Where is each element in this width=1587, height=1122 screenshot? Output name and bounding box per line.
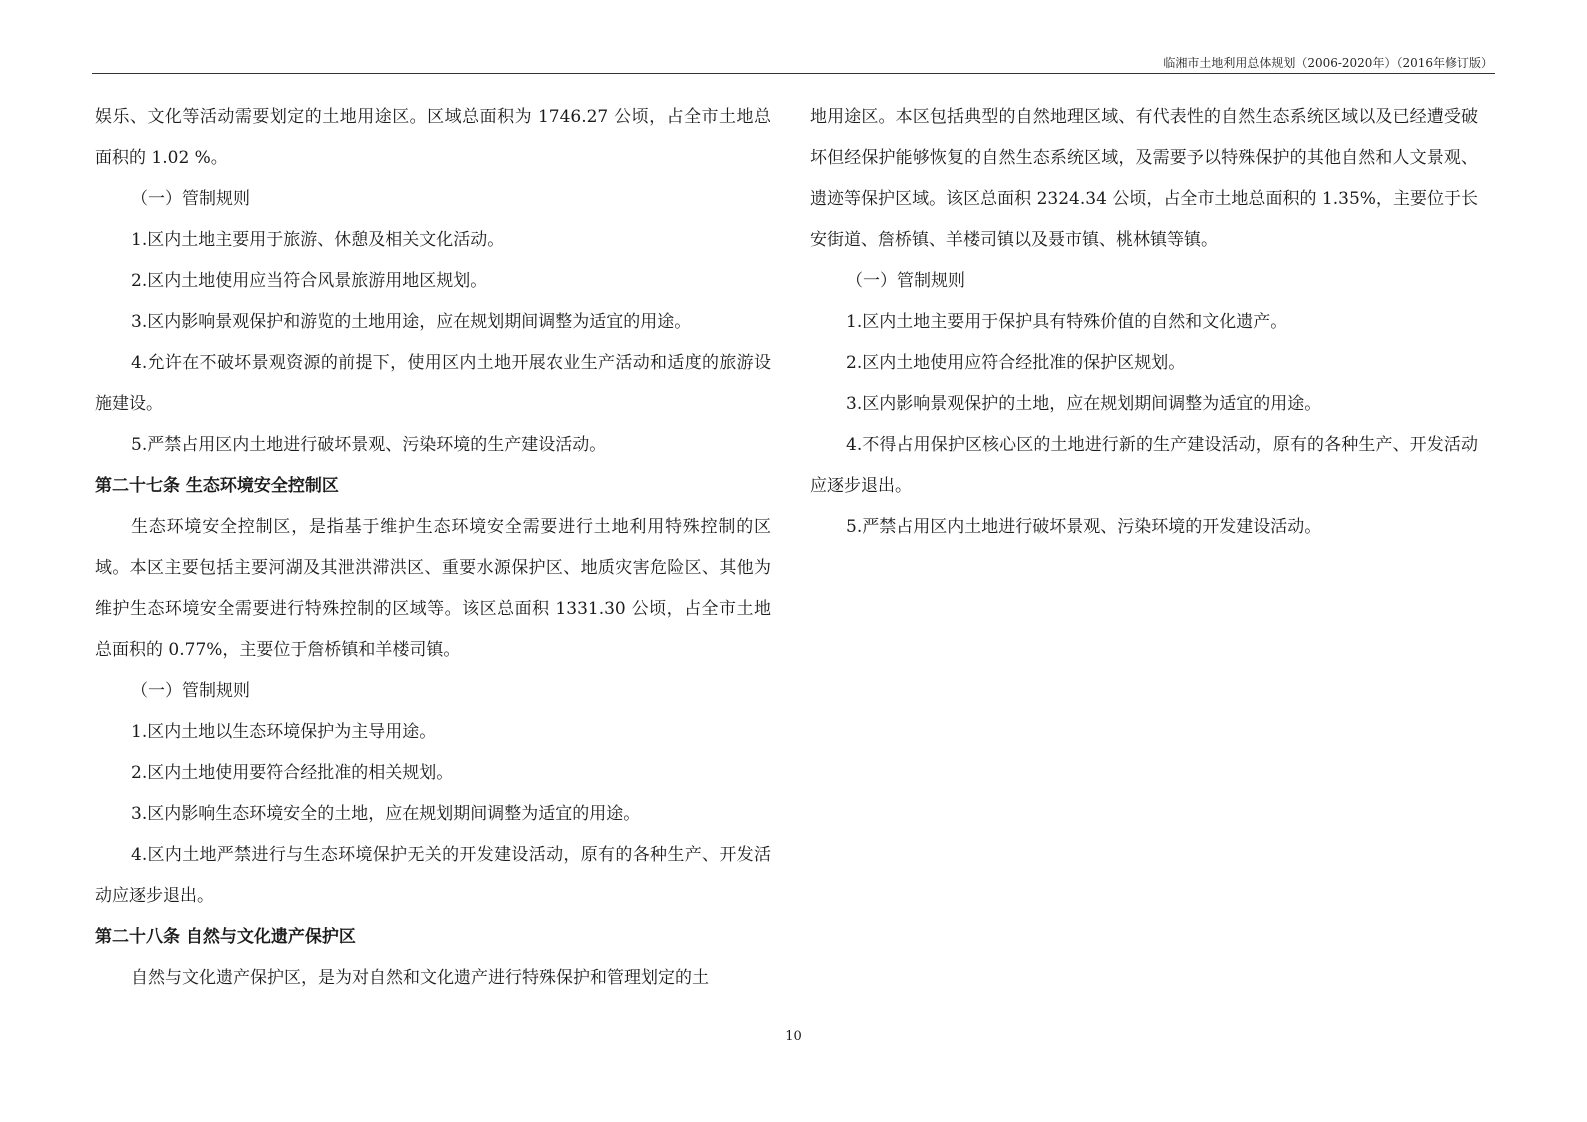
rule-item: 1.区内土地主要用于旅游、休憩及相关文化活动。 [131,230,505,250]
rule-item: 3.区内影响生态环境安全的土地，应在规划期间调整为适宜的用途。 [131,804,641,824]
paragraph: 地用途区。本区包括典型的自然地理区域、有代表性的自然生态系统区域以及已经遭受破坏但经保护能够恢复的自然生态系统区域，及需要予以特殊保护的其他自然和人文景观、遗迹等保护区域。该区总面积 2324.34 公顷，占全市土地总面积的 1.35%，主要位于长安街道、詹桥镇、羊楼司镇以及聂市镇、桃林镇等镇。 [810,107,1478,250]
rule-item: 4.允许在不破坏景观资源的前提下，使用区内土地开展农业生产活动和适度的旅游设施建设。 [95,353,771,414]
left-column [95,97,771,999]
rule-item: 1.区内土地主要用于保护具有特殊价值的自然和文化遗产。 [846,312,1288,332]
header-divider [92,73,1495,74]
subheading-rules: （一）管制规则 [846,271,965,291]
paragraph: 自然与文化遗产保护区，是为对自然和文化遗产进行特殊保护和管理划定的土 [131,968,709,988]
article-heading: 第二十七条 生态环境安全控制区 [95,476,339,496]
rule-item: 5.严禁占用区内土地进行破坏景观、污染环境的开发建设活动。 [846,517,1322,537]
page-number: 10 [785,1029,802,1044]
right-column [810,97,1478,548]
rule-item: 4.区内土地严禁进行与生态环境保护无关的开发建设活动，原有的各种生产、开发活动应逐步退出。 [95,845,771,906]
article-heading: 第二十八条 自然与文化遗产保护区 [95,927,356,947]
paragraph: 娱乐、文化等活动需要划定的土地用途区。区域总面积为 1746.27 公顷，占全市土地总面积的 1.02 %。 [95,107,771,168]
running-header-title: 临湘市土地利用总体规划（2006-2020年）（2016年修订版） [1163,56,1493,70]
subheading-rules: （一）管制规则 [131,681,250,701]
rule-item: 4.不得占用保护区核心区的土地进行新的生产建设活动，原有的各种生产、开发活动应逐步退出。 [810,435,1478,496]
rule-item: 2.区内土地使用要符合经批准的相关规划。 [131,763,454,783]
paragraph: 生态环境安全控制区，是指基于维护生态环境安全需要进行土地利用特殊控制的区域。本区主要包括主要河湖及其泄洪滞洪区、重要水源保护区、地质灾害危险区、其他为维护生态环境安全需要进行特殊控制的区域等。该区总面积 1331.30 公顷，占全市土地总面积的 0.77%，主要位于詹桥镇和羊楼司镇。 [95,517,771,660]
rule-item: 2.区内土地使用应符合经批准的保护区规划。 [846,353,1186,373]
rule-item: 2.区内土地使用应当符合风景旅游用地区规划。 [131,271,488,291]
rule-item: 1.区内土地以生态环境保护为主导用途。 [131,722,437,742]
rule-item: 3.区内影响景观保护的土地，应在规划期间调整为适宜的用途。 [846,394,1322,414]
subheading-rules: （一）管制规则 [131,189,250,209]
rule-item: 3.区内影响景观保护和游览的土地用途，应在规划期间调整为适宜的用途。 [131,312,692,332]
rule-item: 5.严禁占用区内土地进行破坏景观、污染环境的生产建设活动。 [131,435,607,455]
